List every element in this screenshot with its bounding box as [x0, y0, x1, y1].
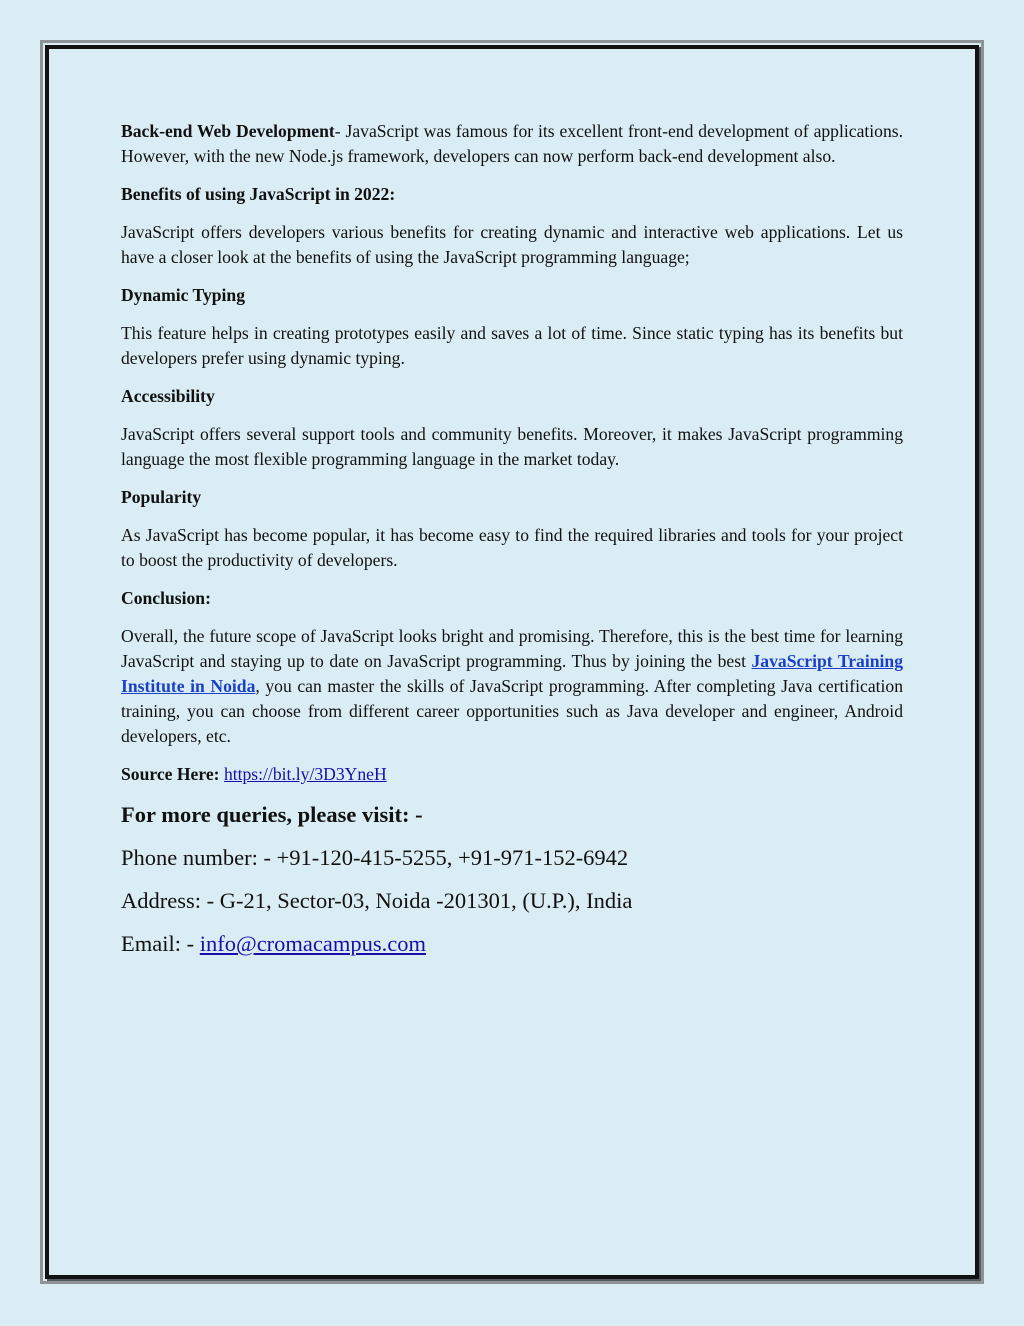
benefits-heading: Benefits of using JavaScript in 2022:	[121, 184, 396, 204]
source-link[interactable]: https://bit.ly/3D3YneH	[223, 764, 387, 784]
contact-email-line	[121, 929, 903, 959]
document-body	[121, 119, 903, 959]
backend-text: - JavaScript was famous for its excellent front-end development of applications. However, with the new Node.js framework, developers can now perform back-end development also.	[121, 121, 903, 166]
contact-phone: Phone number: - +91-120-415-5255, +91-971-152-6942	[121, 845, 629, 870]
conclusion-paragraph	[121, 624, 903, 749]
source-line	[121, 762, 903, 787]
conclusion-heading: Conclusion:	[121, 588, 211, 608]
dynamic-typing-text: This feature helps in creating prototypes easily and saves a lot of time. Since static typing has its benefits but developers prefer using dynamic typing.	[121, 323, 903, 368]
training-institute-link[interactable]: JavaScript Training Institute in Noida	[121, 651, 903, 696]
accessibility-text: JavaScript offers several support tools and community benefits. Moreover, it makes JavaScript programming language the most flexible programming language in the market today.	[121, 424, 903, 469]
conclusion-text-after: , you can master the skills of JavaScript programming. After completing Java certification training, you can choose from different career opportunities such as Java developer and engineer, Android developers, etc.	[121, 676, 903, 746]
email-label: Email: -	[121, 931, 200, 956]
source-label: Source Here:	[121, 764, 220, 784]
conclusion-text-before: Overall, the future scope of JavaScript looks bright and promising. Therefore, this is the best time for learning JavaScript and staying up to date on JavaScript programming. Thus by joining the best	[121, 626, 903, 671]
accessibility-heading: Accessibility	[121, 386, 215, 406]
popularity-heading: Popularity	[121, 487, 202, 507]
backend-paragraph	[121, 119, 903, 169]
dynamic-typing-heading: Dynamic Typing	[121, 285, 245, 305]
contact-heading: For more queries, please visit: -	[121, 802, 423, 827]
popularity-text: As JavaScript has become popular, it has become easy to find the required libraries and tools for your project to boost the productivity of developers.	[121, 525, 903, 570]
benefits-text: JavaScript offers developers various benefits for creating dynamic and interactive web applications. Let us have a closer look at the benefits of using the JavaScript programming language;	[121, 222, 903, 267]
contact-address: Address: - G-21, Sector-03, Noida -201301, (U.P.), India	[121, 888, 633, 913]
backend-heading: Back-end Web Development	[121, 121, 335, 141]
email-link[interactable]: info@cromacampus.com	[199, 931, 427, 956]
